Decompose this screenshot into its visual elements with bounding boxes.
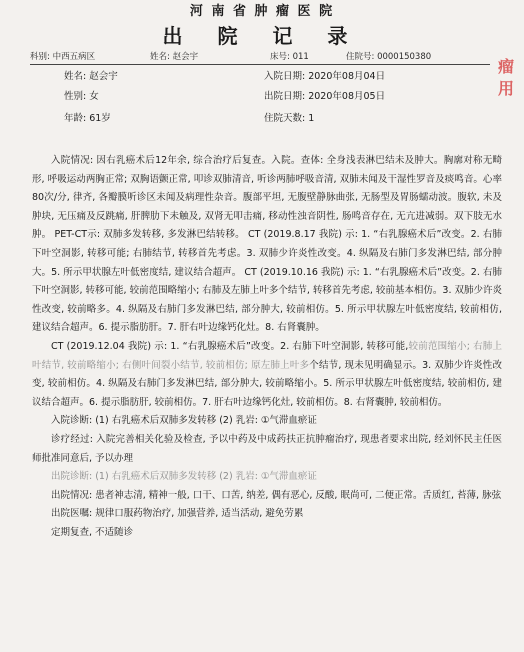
admission-status: 入院情况: 因右乳癌术后12年余, 综合治疗后复查。入院。查体: 全身浅表淋巴结未及肿大。胸廓对称无畸形, 呼吸运动两胸正常; 双胸语颤正常, 叩诊双肺清音, 听诊两肺呼吸音清, 双肺未闻及干湿性罗音及痰鸣音。心率80次/分, 律齐, 各瓣膜听诊区未闻及病理性杂音。腹部平坦, 无腹壁静脉曲张, 无肠型及胃肠蠕动波。腹软, 未及肿块, 无压痛及反跳痛, 肝脾肋下未触及, 双肾无叩击痛, 移动性浊音阴性, 肠鸣音存在, 无亢进减弱。双下肢无水肿。 PET-CT示: 双肺多发转移, 多发淋巴结转移。 CT (2019.8.17 我院) 示: 1. “右乳腺癌术后”改变。2. 右肺下叶空洞影, 转移可能; 右肺结节, 转移首先考虑。3. 双肺少许炎性改变。4. 纵隔及右肺门多发淋巴结, 部分肿大。5. 所示甲状腺左叶低密度结, 建议结合超声。 CT (2019.10.16 我院) 示: 1. “右乳腺癌术后”改变。2. 右肺下叶空洞影, 转移可能, 较前范围略缩小; 右肺及左肺上叶多个结节, 转移首先考虑, 较前基本相仿。3. 双肺少许炎性改变, 较前略多。4. 纵隔及右肺门多发淋巴结, 部分肿大, 较前相仿。5. 所示甲状腺左叶低密度结, 较前相仿, 建议结合超声。6. 提示脂肪肝。7. 肝右叶边缘钙化灶。8. 右肾囊肿。 [32, 155, 502, 334]
hospital-name: 河 南 省 肿 瘤 医 院 [189, 4, 335, 19]
header-department: 科别: 中西五病区 [30, 52, 96, 62]
record-body [32, 152, 502, 542]
red-stamp: 瘤 用 [498, 57, 515, 98]
ct-rest-text: 个结节, 现未见明确显示。3. 双肺少许炎性改变, 较前相仿。4. 纵隔及右肺门多发淋巴结, 部分肿大, 较前略缩小。5. 所示甲状腺左叶低密度结, 较前相仿, 建议结合超声。6. 提示脂肪肝, 较前相仿。7. 肝右叶边缘钙化灶, 较前相仿。8. 右肾囊肿, 较前相仿。 [32, 359, 502, 408]
patient-age: 年龄: 61岁 [64, 113, 111, 124]
treatment-course: 诊疗经过: 入院完善相关化验及检查, 予以中药及中成药扶正抗肿瘤治疗, 现患者要求出院, 经刘怀民主任医师批准同意后, 予以办理 [32, 433, 502, 464]
header-name: 姓名: 赵会宇 [150, 52, 199, 62]
patient-name: 姓名: 赵会宇 [64, 71, 118, 82]
header-admission-no: 住院号: 0000150380 [346, 52, 432, 62]
document-title: 出 院 记 录 [162, 24, 362, 48]
discharge-date: 出院日期: 2020年08月05日 [264, 91, 386, 102]
ct-faded-text: 较前范围缩小; 右肺上叶结节, 较前略缩小; 右侧叶间裂小结节, 较前相仿; 原左肺上叶多 [32, 340, 502, 371]
followup-note: 定期复查, 不适随诊 [51, 526, 134, 538]
admit-date: 入院日期: 2020年08月04日 [264, 71, 386, 82]
discharge-advice: 出院医嘱: 规律口服药物治疗, 加强营养, 适当活动, 避免劳累 [51, 508, 304, 520]
discharge-condition: 出院情况: 患者神志清, 精神一般, 口干、口苦, 纳差, 偶有恶心, 反酸, 眠尚可, 二便正常。舌质红, 苔薄, 脉弦 [51, 489, 502, 501]
ct-clear-text: CT (2019.12.04 我院) 示: 1. “右乳腺癌术后”改变。2. 右肺下叶空洞影, 转移可能, [51, 340, 409, 352]
patient-sex: 性别: 女 [64, 91, 99, 102]
hospital-days: 住院天数: 1 [264, 113, 315, 124]
header-bed: 床号: 011 [270, 52, 309, 62]
discharge-diagnosis: 出院诊断: (1) 右乳癌术后双肺多发转移 (2) 乳岩: ①气滞血瘀证 [51, 471, 317, 483]
record-header-row [30, 50, 490, 65]
admission-diagnosis: 入院诊断: (1) 右乳癌术后双肺多发转移 (2) 乳岩: ①气滞血瘀证 [51, 415, 317, 427]
ct-2019-12-04 [32, 338, 502, 412]
